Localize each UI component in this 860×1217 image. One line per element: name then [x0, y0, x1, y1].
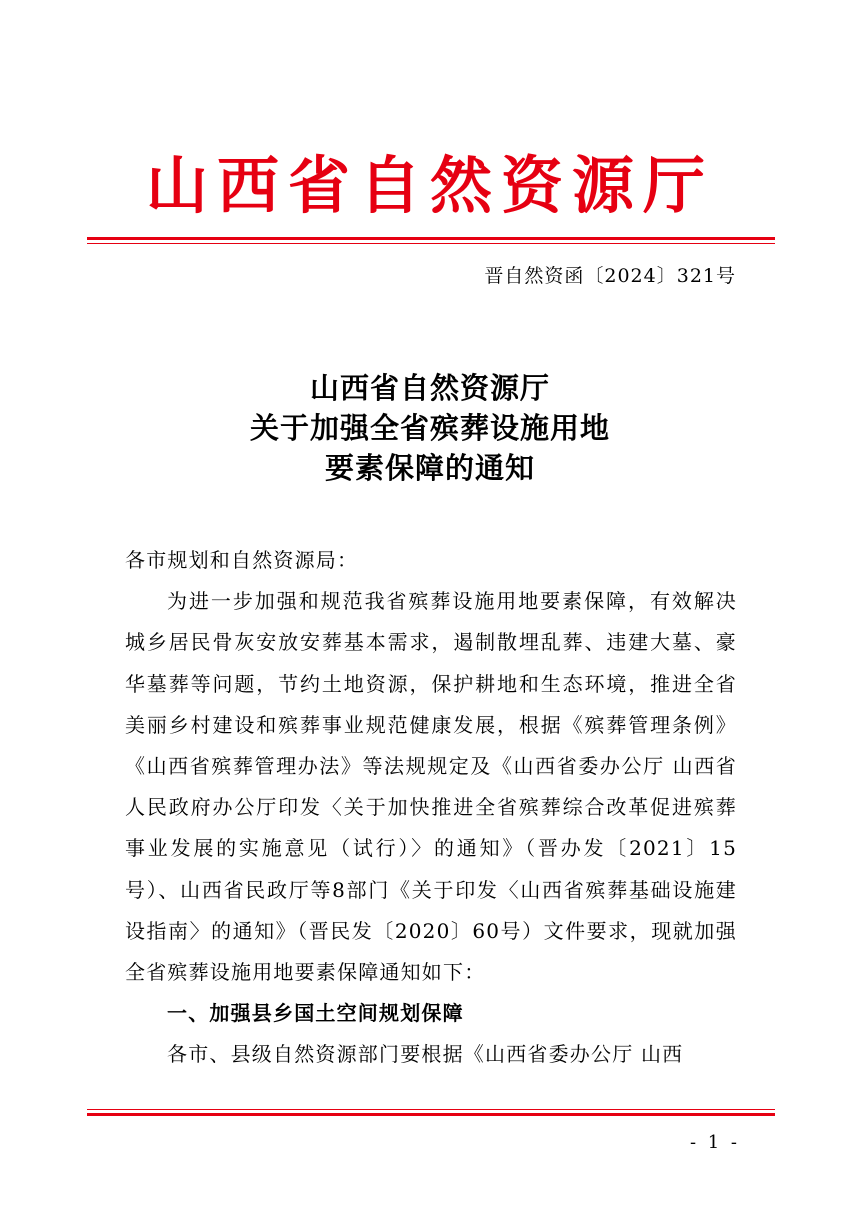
title-line-1: 山西省自然资源厅	[309, 371, 550, 405]
title-line-2: 关于加强全省殡葬设施用地	[249, 411, 610, 445]
section-heading-1: 一、加强县乡国土空间规划保障	[167, 1001, 464, 1026]
document-title	[0, 368, 860, 488]
masthead-rule-thin	[87, 243, 775, 244]
masthead-rule-thick	[87, 237, 775, 240]
masthead-title: 山西省自然资源厅	[145, 149, 714, 222]
document-body	[125, 540, 737, 1076]
salutation: 各市规划和自然资源局：	[125, 548, 359, 572]
document-number: 晋自然资函〔2024〕321号	[484, 265, 736, 287]
title-line-3: 要素保障的通知	[324, 451, 535, 485]
page-number: - 1 -	[689, 1132, 740, 1153]
footer-rule-thin	[87, 1109, 775, 1110]
body-paragraph-2: 各市、县级自然资源部门要根据《山西省委办公厅 山西	[167, 1042, 684, 1067]
body-paragraph-1: 为进一步加强和规范我省殡葬设施用地要素保障，有效解决城乡居民骨灰安放安葬基本需求，遏制散埋乱葬、违建大墓、豪华墓葬等问题，节约土地资源，保护耕地和生态环境，推进全省美丽乡村建设和殡葬事业规范健康发展，根据《殡葬管理条例》《山西省殡葬管理办法》等法规规定及《山西省委办公厅 山西省人民政府办公厅印发〈关于加快推进全省殡葬综合改革促进殡葬事业发展的实施意见（试行）〉的通知》（晋办发〔2021〕15号）、山西省民政厅等8部门《关于印发〈山西省殡葬基础设施建设指南〉的通知》（晋民发〔2020〕60号）文件要求，现就加强全省殡葬设施用地要素保障通知如下：	[125, 589, 737, 985]
footer-rule-thick	[87, 1113, 775, 1116]
